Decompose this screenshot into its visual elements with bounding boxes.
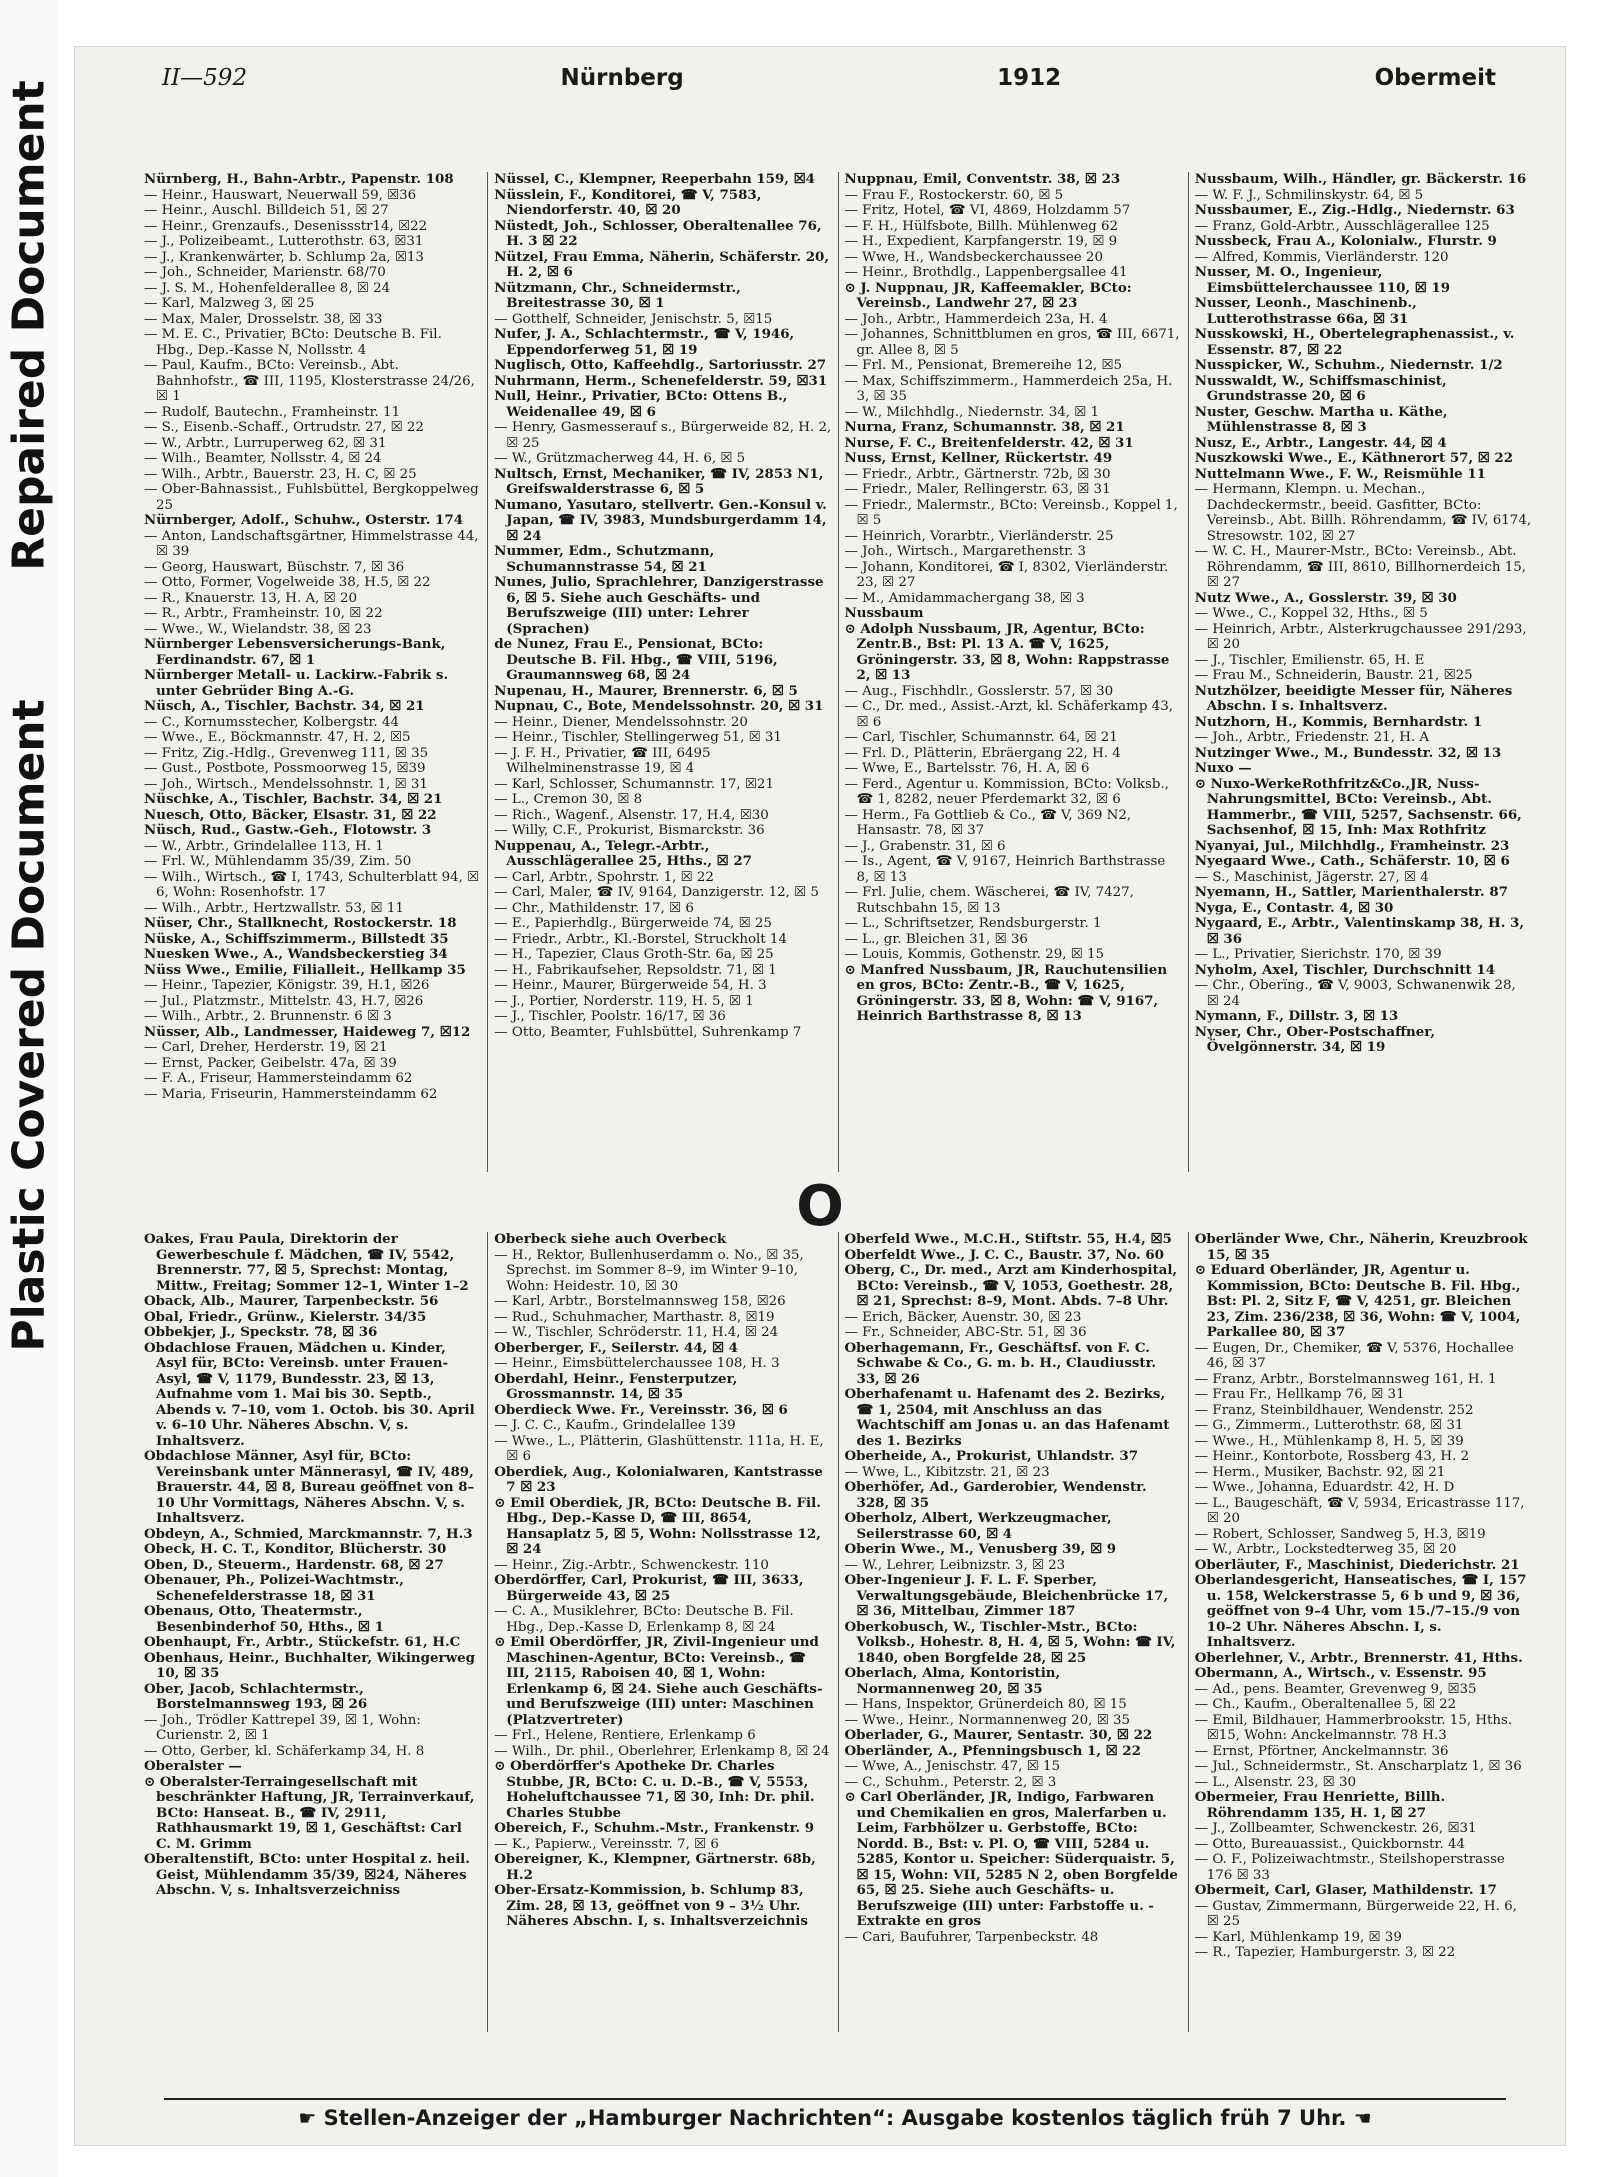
directory-entry: ⊙ Emil Oberdörffer, JR, Zivil-Ingenieur und Maschinen-Agentur, BCto: Vereinsb., ☎ III, 2115, Raboisen 40, ☒ 1, Wohn: Erlenkamp 6, ☒ 24. Siehe auch Geschäfts- und Berufszweige (III) unter: Maschinen (Platzvertreter) [494, 1634, 823, 1728]
directory-entry: Obereich, F., Schuhm.-Mstr., Frankenstr. 9 [494, 1820, 815, 1836]
directory-entry: Nyser, Chr., Ober-Postschaffner, Övelgönnerstr. 34, ☒ 19 [1194, 1023, 1436, 1055]
directory-entry: Oberdieck Wwe. Fr., Vereinsstr. 36, ☒ 6 [494, 1401, 788, 1418]
directory-entry: Null, Heinr., Privatier, BCto: Ottens B., Weidenallee 49, ☒ 6 [494, 388, 788, 420]
directory-entry: Numano, Yasutaro, stellvertr. Gen.-Konsul v. Japan, ☎ IV, 3983, Mundsburgerdamm 14, ☒ 24 [494, 496, 827, 544]
directory-entry: — Friedr., Arbtr., Gärtnerstr. 72b, ☒ 30 [844, 466, 1111, 482]
directory-entry: Nuszkowski Wwe., E., Käthnerort 57, ☒ 22 [1194, 450, 1514, 466]
directory-entry: Oberberger, F., Seilerstr. 44, ☒ 4 [494, 1339, 738, 1356]
directory-entry: Oberkobusch, W., Tischler-Mstr., BCto: Volksb., Hohestr. 8, H. 4, ☒ 5, Wohn: ☎ IV, 1840, oben Borgfelde 28, ☒ 25 [844, 1618, 1176, 1666]
directory-entry: Obermeier, Frau Henriette, Billh. Röhrendamm 135, H. 1, ☒ 27 [1194, 1789, 1446, 1821]
header-range: Obermeit [1374, 65, 1496, 91]
directory-entry: — Gotthelf, Schneider, Jenischstr. 5, ☒15 [494, 311, 773, 327]
directory-entry: Oberaltenstift, BCto: unter Hospital z. heil. Geist, Mühlendamm 35/39, ☒24, Näheres Abschn. V, s. Inhaltsverzeichniss [144, 1851, 470, 1898]
directory-entry: — Ernst, Pförtner, Anckelmannstr. 36 [1194, 1743, 1449, 1759]
directory-entry: Nutzhorn, H., Kommis, Bernhardstr. 1 [1194, 713, 1483, 730]
directory-entry: — H., Rektor, Bullenhuserdamm o. No., ☒ 35, Sprechst. im Sommer 8–9, im Winter 9–10, Wohn: Heidestr. 10, ☒ 30 [494, 1247, 804, 1294]
directory-entry: Nützmann, Chr., Schneidermstr., Breitestrasse 30, ☒ 1 [494, 279, 741, 311]
directory-entry: Nygaard, E., Arbtr., Valentinskamp 38, H. 3, ☒ 36 [1194, 915, 1525, 947]
directory-entry: — Rich., Wagenf., Alsenstr. 17, H.4, ☒30 [494, 807, 769, 823]
directory-entry: — Jul., Schneidermstr., St. Anscharplatz 1, ☒ 36 [1194, 1759, 1522, 1774]
directory-entry: — Ch., Kaufm., Oberaltenallee 5, ☒ 22 [1194, 1697, 1457, 1712]
directory-entry: — Fritz, Zig.-Hdlg., Grevenweg 111, ☒ 35 [144, 745, 429, 761]
directory-entry: Nussbeck, Frau A., Kolonialw., Flurstr. 9 [1194, 233, 1497, 249]
directory-entry: — Friedr., Maler, Rellingerstr. 63, ☒ 31 [844, 482, 1111, 497]
pointing-hand-icon: ☚ [1353, 2106, 1372, 2130]
directory-entry: — Karl, Malzweg 3, ☒ 25 [144, 296, 315, 311]
directory-entry: — Jul., Platzmstr., Mittelstr. 43, H.7, ☒26 [144, 993, 424, 1009]
directory-entry: Nussbaum [844, 605, 924, 621]
directory-entry: — Joh., Arbtr., Friedenstr. 21, H. A [1194, 730, 1430, 745]
directory-entry: — Frl. W., Mühlendamm 35/39, Zim. 50 [144, 854, 412, 869]
column [1189, 1232, 1538, 2032]
directory-entry: Nurse, F. C., Breitenfelderstr. 42, ☒ 31 [844, 434, 1134, 451]
directory-entry: — Heinr., Eimsbüttelerchaussee 108, H. 3 [494, 1356, 780, 1371]
directory-entry: — Ober-Bahnassist., Fuhlsbüttel, Bergkoppelweg 25 [144, 482, 479, 513]
directory-entry: de Nunez, Frau E., Pensionat, BCto: Deutsche B. Fil. Hbg., ☎ VIII, 5196, Graumannsweg 68, ☒ 24 [494, 636, 778, 683]
directory-entry: Oberin Wwe., M., Venusberg 39, ☒ 9 [844, 1541, 1117, 1557]
directory-entry: Oben, D., Steuerm., Hardenstr. 68, ☒ 27 [144, 1556, 444, 1573]
directory-entry: — F. H., Hülfsbote, Billh. Mühlenweg 62 [844, 218, 1119, 234]
directory-entry: — Wwe., Heinr., Normannenweg 20, ☒ 35 [844, 1712, 1130, 1728]
directory-entry: — W., Arbtr., Grindelallee 113, H. 1 [144, 838, 384, 854]
directory-entry: — Otto, Gerber, kl. Schäferkamp 34, H. 8 [144, 1743, 425, 1759]
directory-entry: — Ad., pens. Beamter, Grevenweg 9, ☒35 [1194, 1681, 1477, 1697]
header-city: Nürnberg [560, 65, 684, 91]
directory-entry: Nummer, Edm., Schutzmann, Schumannstrasse 54, ☒ 21 [494, 543, 715, 575]
directory-entry: — Carl, Tischler, Schumannstr. 64, ☒ 21 [844, 730, 1118, 745]
directory-entry: — Carl, Arbtr., Spohrstr. 1, ☒ 22 [494, 869, 714, 885]
directory-entry: Oberg, C., Dr. med., Arzt am Kinderhospital, BCto: Vereinsb., ☎ V, 1053, Goethestr. 28, ☒ 21, Sprechst: 8–9, Mont. Abds. 7–8 Uhr. [844, 1262, 1178, 1309]
directory-entry: Oberalster — [144, 1758, 242, 1774]
directory-entry: — Fr., Schneider, ABC-Str. 51, ☒ 36 [844, 1325, 1087, 1340]
directory-entry: — Franz, Steinbildhauer, Wendenstr. 252 [1194, 1402, 1474, 1418]
directory-entry: Nuesch, Otto, Bäcker, Elsastr. 31, ☒ 22 [144, 806, 437, 823]
directory-entry: ⊙ Eduard Oberländer, JR, Agentur u. Kommission, BCto: Deutsche B. Fil. Hbg., Bst: Pl. 2, Sitz F, ☎ V, 4251, gr. Bleichen 23, Zim. 236/238, ☒ 36, Wohn: ☎ V, 1004, Parkallee 80, ☒ 37 [1194, 1262, 1521, 1340]
directory-entry: Nunes, Julio, Sprachlehrer, Danzigerstrasse 6, ☒ 5. Siehe auch Geschäfts- und Berufszweige (III) unter: Lehrer (Sprachen) [494, 574, 824, 637]
directory-entry: Obdachlose Frauen, Mädchen u. Kinder, Asyl für, BCto: Vereinsb. unter Frauen-Asyl, ☎ V, 1179, Bundesstr. 23, ☒ 13, Aufnahme vom 1. Mai bis 30. Septb., Abends v. 7–10, vom 1. Octob. bis 30. April v. 6–10 Uhr. Näheres Abschn. V, s. Inhaltsverz. [144, 1339, 475, 1449]
directory-entry: Nuhrmann, Herm., Schenefelderstr. 59, ☒31 [494, 372, 828, 389]
directory-entry: — L., gr. Bleichen 31, ☒ 36 [844, 931, 1028, 947]
directory-entry: Nüschke, A., Tischler, Bachstr. 34, ☒ 21 [144, 791, 443, 807]
directory-entry: Nüssel, C., Klempner, Reeperbahn 159, ☒4 [494, 172, 815, 187]
directory-entry: Obereigner, K., Klempner, Gärtnerstr. 68b, H.2 [494, 1851, 816, 1883]
directory-entry: — Frl. M., Pensionat, Bremereihe 12, ☒5 [844, 358, 1123, 373]
directory-entry: — S., Maschinist, Jägerstr. 27, ☒ 4 [1194, 869, 1429, 885]
directory-entry: — L., Schriftsetzer, Rendsburgerstr. 1 [844, 916, 1102, 931]
directory-entry: Oberheide, A., Prokurist, Uhlandstr. 37 [844, 1448, 1139, 1464]
directory-entry: — Heinr., Zig.-Arbtr., Schwenckestr. 110 [494, 1557, 769, 1573]
directory-entry: Nyemann, H., Sattler, Marienthalerstr. 87 [1194, 884, 1508, 900]
directory-entry: Obal, Friedr., Grünw., Kielerstr. 34/35 [144, 1308, 427, 1325]
directory-entry: Oberlader, G., Maurer, Sentastr. 30, ☒ 22 [844, 1727, 1153, 1743]
directory-entry: ⊙ Carl Oberländer, JR, Indigo, Farbwaren und Chemikalien en gros, Malerfarben u. Leim, Farbhölzer u. Gerbstoffe, BCto: Nordd. B., Bst: v. Pl. O, ☎ VIII, 5284 u. 5285, Kontor u. Speicher: Süderquaistr. 5, ☒ 15, Wohn: VII, 5285 N 2, oben Borgfelde 65, ☒ 25. Siehe auch Geschäfts- u. Berufszweige (III) unter: Farbstoffe u. -Extrakte en gros [844, 1789, 1178, 1929]
column [138, 172, 488, 1172]
directory-entry: — Eugen, Dr., Chemiker, ☎ V, 5376, Hochallee 46, ☒ 37 [1194, 1340, 1514, 1371]
directory-entry: — Rudolf, Bautechn., Framheinstr. 11 [144, 404, 401, 420]
directory-entry: — Otto, Bureauassist., Quickbornstr. 44 [1194, 1836, 1466, 1852]
directory-entry: — L., Cremon 30, ☒ 8 [494, 792, 643, 807]
directory-entry: — J., Krankenwärter, b. Schlump 2a, ☒13 [144, 249, 424, 265]
directory-entry: ⊙ J. Nuppnau, JR, Kaffeemakler, BCto: Vereinsb., Landwehr 27, ☒ 23 [844, 279, 1132, 311]
directory-entry: — Joh., Schneider, Marienstr. 68/70 [144, 265, 386, 280]
directory-entry: — Karl, Arbtr., Borstelmannsweg 158, ☒26 [494, 1294, 786, 1309]
directory-entry: — Robert, Schlosser, Sandweg 5, H.3, ☒19 [1194, 1526, 1486, 1542]
directory-entry: — G., Zimmerm., Lutterothstr. 68, ☒ 31 [1194, 1418, 1464, 1433]
directory-entry: — Joh., Arbtr., Hammerdeich 23a, H. 4 [844, 311, 1108, 327]
directory-entry: — Frl. Julie, chem. Wäscherei, ☎ IV, 7427, Rutschbahn 15, ☒ 13 [844, 885, 1134, 916]
side-label-repaired: Repaired Document [3, 80, 55, 571]
directory-entry: — Wwe., W., Wielandstr. 38, ☒ 23 [144, 621, 372, 637]
directory-entry: — Johannes, Schnittblumen en gros, ☎ III, 6671, gr. Allee 8, ☒ 5 [844, 327, 1180, 358]
directory-entry: — S., Eisenb.-Schaff., Ortrudstr. 27, ☒ 22 [144, 420, 424, 435]
directory-entry: — Heinr., Auschl. Billdeich 51, ☒ 27 [144, 203, 389, 218]
directory-entry: — Chr., Oberïng., ☎ V, 9003, Schwanenwik 28, ☒ 24 [1194, 978, 1516, 1009]
directory-entry: — C. A., Musiklehrer, BCto: Deutsche B. Fil. Hbg., Dep.-Kasse D, Erlenkamp 8, ☒ 24 [494, 1604, 794, 1635]
directory-entry: — Hermann, Klempn. u. Mechan., Dachdeckermstr., beeid. Gasfitter, BCto: Vereinsb., Abt. Billh. Röhrendamm, ☎ IV, 6174, Stresowstr. 102, ☒ 27 [1194, 482, 1532, 544]
directory-entry: — Wwe, E., Bartelsstr. 76, H. A, ☒ 6 [844, 761, 1090, 776]
directory-entry: Nyholm, Axel, Tischler, Durchschnitt 14 [1194, 961, 1496, 978]
directory-entry: — Heinr., Diener, Mendelssohnstr. 20 [494, 714, 748, 730]
directory-entry: Obdeyn, A., Schmied, Marckmannstr. 7, H.3 [144, 1525, 473, 1542]
directory-entry: — J., Tischler, Emilienstr. 65, H. E [1194, 652, 1425, 668]
directory-entry: Nürnberger, Adolf., Schuhw., Osterstr. 174 [144, 512, 464, 528]
directory-entry: ⊙ Nuxo-WerkeRothfritz&Co.,JR, Nuss-Nahrungsmittel, BCto: Vereinsb., Abt. Hammerbr., ☎ VIII, 5257, Sachsenstr. 66, Sachsenhof, ☒ 15, Inh: Max Rothfritz [1194, 775, 1522, 838]
directory-entry: — M., Amidammacheгgang 38, ☒ 3 [844, 590, 1085, 606]
directory-entry: Ober, Jacob, Schlachtermstr., Borstelmannsweg 193, ☒ 26 [144, 1680, 368, 1712]
directory-entry: — J., Portier, Norderstr. 119, H. 5, ☒ 1 [494, 993, 754, 1009]
directory-entry: — Alfred, Kommis, Vierländerstr. 120 [1194, 249, 1449, 265]
directory-entry: Oback, Alb., Maurer, Tarpenbeckstr. 56 [144, 1293, 439, 1309]
directory-entry: Obdachlose Männer, Asyl für, BCto: Vereinsbank unter Männerasyl, ☎ IV, 489, Brauerstr. 44, ☒ 8, Bureau geöffnet von 8–10 Uhr Vormittags, Näheres Abschn. V, s. Inhaltsverz. [144, 1448, 475, 1526]
directory-entry: Nüser, Chr., Stallknecht, Rostockerstr. 18 [144, 915, 457, 931]
directory-entry: — C., Schuhm., Peterstr. 2, ☒ 3 [844, 1774, 1057, 1790]
directory-entry: — W., Arbtr., Lockstedterweg 35, ☒ 20 [1194, 1542, 1457, 1557]
footer-text: Stellen-Anzeiger der „Hamburger Nachrichten“: Ausgabe kostenlos täglich früh 7 Uhr. [323, 2106, 1347, 2130]
directory-entry: Oberdahl, Heinr., Fensterputzer, Grossmannstr. 14, ☒ 35 [494, 1370, 738, 1402]
directory-entry: — Johann, Konditorei, ☎ I, 8302, Vierländerstr. 23, ☒ 27 [844, 559, 1169, 590]
directory-entry: Nuglisch, Otto, Kaffeehdlg., Sartoriusstr. 27 [494, 357, 827, 373]
directory-entry: — Heinrich, Vorarbtr., Vierländerstr. 25 [844, 528, 1114, 544]
directory-entry: — L., Privatier, Sierichstr. 170, ☒ 39 [1194, 947, 1442, 962]
directory-entry: — O. F., Polizeiwachtmstr., Steilshoperstrasse 176 ☒ 33 [1194, 1852, 1505, 1883]
directory-entry: Nupenau, H., Maurer, Brennerstr. 6, ☒ 5 [494, 682, 798, 699]
directory-entry: Nusspicker, W., Schuhm., Niedernstr. 1/2 [1194, 357, 1503, 373]
directory-entry: Nultsch, Ernst, Mechaniker, ☎ IV, 2853 N1, Greifswalderstrasse 6, ☒ 5 [494, 465, 824, 497]
directory-entry: Oberländer, A., Pfenningsbusch 1, ☒ 22 [844, 1742, 1141, 1759]
directory-entry: Nuppenau, A., Telegr.-Arbtr., Ausschlägerallee 25, Hths., ☒ 27 [494, 837, 752, 869]
directory-entry: Nüsslein, F., Konditorei, ☎ V, 7583, Niendorferstr. 40, ☒ 20 [494, 186, 762, 218]
directory-entry: Obermann, A., Wirtsch., v. Essenstr. 95 [1194, 1665, 1487, 1681]
directory-entry: Nyanyai, Jul., Milchhdlg., Framheinstr. 23 [1194, 837, 1510, 854]
directory-entry: — Max, Schiffszimmerm., Hammerdeich 25a, H. 3, ☒ 35 [844, 373, 1173, 404]
directory-entry: — Gust., Postbote, Possmoorweg 15, ☒39 [144, 761, 426, 776]
directory-entry: Nüsser, Alb., Landmesser, Haideweg 7, ☒12 [144, 1023, 471, 1040]
directory-entry: — Herm., Fa Gottlieb & Co., ☎ V, 369 N2, Hansastr. 78, ☒ 37 [844, 807, 1132, 838]
directory-entry: — Heinr., Grenzaufs., Desenissstr14, ☒22 [144, 218, 428, 234]
directory-entry: Nüss Wwe., Emilie, Filialleit., Hellkamp 35 [144, 961, 466, 978]
directory-entry: — J. C. C., Kaufm., Grindelallee 139 [494, 1418, 736, 1433]
directory-entry: — R., Knauerstr. 13, H. A, ☒ 20 [144, 590, 357, 606]
directory-entry: — Franz, Arbtr., Borstelmannsweg 161, H. 1 [1194, 1371, 1497, 1387]
pointing-hand-icon: ☛ [298, 2106, 317, 2130]
page-footer [164, 2098, 1506, 2130]
column [1189, 172, 1538, 1172]
directory-entry: Oberhagemann, Fr., Geschäftsf. von F. C. Schwabe & Co., G. m. b. H., Claudiusstr. 33, ☒ 26 [844, 1339, 1157, 1387]
directory-entry: Obbekjer, J., Speckstr. 78, ☒ 36 [144, 1324, 378, 1340]
directory-entry: — Heinr., Tapezier, Königstr. 39, H.1, ☒26 [144, 978, 430, 993]
directory-entry: — Carl, Dreher, Herderstr. 19, ☒ 21 [144, 1040, 388, 1055]
directory-entry: — Maria, Friseurin, Hammersteindamm 62 [144, 1086, 438, 1102]
directory-entry: — Wilh., Arbtr., 2. Brunnenstr. 6 ☒ 3 [144, 1009, 392, 1024]
directory-entry: Oberlach, Alma, Kontoristin, Normannenweg 20, ☒ 35 [844, 1665, 1061, 1697]
directory-entry: Oberholz, Albert, Werkzeugmacher, Seilerstrasse 60, ☒ 4 [844, 1510, 1112, 1542]
directory-entry: — J., Grabenstr. 31, ☒ 6 [844, 838, 1006, 854]
directory-entry: Nützel, Frau Emma, Näherin, Schäferstr. 20, H. 2, ☒ 6 [494, 248, 830, 280]
directory-entry: — Rud., Schuhmacher, Marthastr. 8, ☒19 [494, 1309, 775, 1325]
directory-entry: Oberläuter, F., Maschinist, Diederichstr. 21 [1194, 1556, 1520, 1573]
directory-entry: Obenhaus, Heinr., Buchhalter, Wikingerweg 10, ☒ 35 [144, 1649, 475, 1681]
directory-entry: — Frl. D., Plätterin, Ebräergang 22, H. 4 [844, 745, 1121, 761]
column [488, 1232, 838, 2032]
directory-entry: Nymann, F., Dillstr. 3, ☒ 13 [1194, 1008, 1399, 1024]
directory-entry: Nuttelmann Wwe., F. W., Reismühle 11 [1194, 465, 1486, 482]
directory-entry: — Fritz, Hotel, ☎ VI, 4869, Holzdamm 57 [844, 203, 1131, 218]
page-header [162, 54, 1496, 102]
directory-entry: Nuss, Ernst, Kellner, Rückertstr. 49 [844, 450, 1113, 466]
directory-entry: ⊙ Emil Oberdiek, JR, BCto: Deutsche B. Fil. Hbg., Dep.-Kasse D, ☎ III, 8654, Hansaplatz 5, ☒ 5, Wohn: Nollsstrasse 12, ☒ 24 [494, 1494, 821, 1557]
directory-entry: — Ferd., Agentur u. Kommission, BCto: Volksb., ☎ 1, 8282, neuer Pferdemarkt 32, ☒ 6 [844, 776, 1169, 807]
directory-entry: — Frau Fr., Hellkamp 76, ☒ 31 [1194, 1387, 1405, 1402]
directory-entry: Nufer, J. A., Schlachtermstr., ☎ V, 1946, Eppendorferweg 51, ☒ 19 [494, 326, 795, 358]
directory-entry: — C., Dr. med., Assist.-Arzt, kl. Schäferkamp 43, ☒ 6 [844, 699, 1173, 730]
directory-entry: Oberlehner, V., Arbtr., Brennerstr. 41, Hths. [1194, 1649, 1523, 1666]
directory-entry: — L., Baugeschäft, ☎ V, 5934, Ericastrasse 117, ☒ 20 [1194, 1495, 1525, 1526]
directory-entry: — J. F. H., Privatier, ☎ III, 6495 Wilhelminenstrasse 19, ☒ 4 [494, 745, 711, 776]
directory-entry: Nürnberger Metall- u. Lackirw.-Fabrik s. unter Gebrüder Bing A.-G. [144, 667, 449, 699]
page-number: II—592 [162, 65, 248, 91]
directory-entry: — Frl., Helene, Rentiere, Erlenkamp 6 [494, 1728, 756, 1743]
directory-entry: Nürnberger Lebensversicherungs-Bank, Ferdinandstr. 67, ☒ 1 [144, 636, 446, 668]
directory-entry: — Wwe., E., Böckmannstr. 47, H. 2, ☒5 [144, 730, 411, 745]
directory-entry: — Wilh., Arbtr., Bauerstr. 23, H. C, ☒ 25 [144, 466, 417, 482]
directory-entry: Nutz Wwe., A., Gosslerstr. 39, ☒ 30 [1194, 589, 1457, 606]
directory-entry: Obenaus, Otto, Theatermstr., Besenbinderhof 50, Hths., ☒ 1 [144, 1603, 384, 1635]
directory-entry: Nutzinger Wwe., M., Bundesstr. 32, ☒ 13 [1194, 744, 1502, 761]
directory-entry: — Heinr., Tischler, Stellingerweg 51, ☒ 31 [494, 730, 782, 745]
directory-entry: Nusser, Leonh., Maschinenb., Lutterothstrasse 66a, ☒ 31 [1194, 295, 1417, 327]
directory-entry: Nuppnau, Emil, Conventstr. 38, ☒ 23 [844, 172, 1121, 187]
directory-entry: Oakes, Frau Paula, Direktorin der Gewerbeschule f. Mädchen, ☎ IV, 5542, Brennerstr. 77, ☒ 5, Sprechst: Montag, Mittw., Freitag; Sommer 12–1, Winter 1–2 [144, 1232, 469, 1294]
directory-entry: — Wilh., Beamter, Nollsstr. 4, ☒ 24 [144, 451, 382, 466]
directory-entry: — Friedr., Malermstr., BCto: Vereinsb., Koppel 1, ☒ 5 [844, 497, 1178, 528]
section-letter: O [796, 1174, 844, 1239]
directory-entry: — Herm., Musiker, Bachstr. 92, ☒ 21 [1194, 1464, 1446, 1480]
directory-entry: Nuesken Wwe., A., Wandsbeckerstieg 34 [144, 946, 448, 962]
directory-entry: Oberdiek, Aug., Kolonialwaren, Kantstrasse 7 ☒ 23 [494, 1463, 823, 1495]
directory-entry: — Hans, Inspektor, Grünerdeich 80, ☒ 15 [844, 1697, 1127, 1712]
directory-entry: — J., Polizeibeamt., Lutterothstr. 63, ☒31 [144, 234, 424, 249]
directory-entry: Nusz, E., Arbtr., Langestr. 44, ☒ 4 [1194, 434, 1447, 451]
directory-entry: Nusser, M. O., Ingenieur, Eimsbüttelerchaussee 110, ☒ 19 [1194, 264, 1451, 296]
directory-entry: — E., Papierhdlg., Bürgerweide 74, ☒ 25 [494, 916, 772, 931]
directory-entry: Ober-Ersatz-Kommission, b. Schlump 83, Zim. 28, ☒ 13, geöffnet von 9 – 3½ Uhr. Näheres Abschn. I, s. Inhaltsverzeichnis [494, 1882, 808, 1929]
directory-entry: Nüsch, Rud., Gastw.-Geh., Flotowstr. 3 [144, 822, 432, 838]
directory-entry: — Otto, Former, Vogelweide 38, H.5, ☒ 22 [144, 575, 431, 590]
directory-entry: — W. F. J., Schmilinskystr. 64, ☒ 5 [1194, 187, 1424, 203]
directory-entry: — Paul, Kaufm., BCto: Vereinsb., Abt. Bahnhofstr., ☎ III, 1195, Klosterstrasse 24/26, ☒ 1 [144, 358, 475, 404]
directory-entry: Oberbeck siehe auch Overbeck [494, 1232, 727, 1247]
directory-entry: Ober-Ingenieur J. F. L. F. Sperber, Verwaltungsgebäude, Bleichenbrücke 17, ☒ 36, Mittelbau, Zimmer 187 [844, 1572, 1169, 1619]
directory-entry: Oberlandesgericht, Hanseatisches, ☎ I, 157 u. 158, Welckerstrasse 5, 6 b und 9, ☒ 36, geöffnet von 9–4 Uhr, vom 15./7–15./9 von 10–2 Uhr. Näheres Abschn. I, s. Inhaltsverz. [1194, 1572, 1527, 1650]
directory-entry: Nyegaard Wwe., Cath., Schäferstr. 10, ☒ 6 [1194, 853, 1510, 869]
directory-entry: — Anton, Landschaftsgärtner, Himmelstrasse 44, ☒ 39 [144, 528, 479, 559]
directory-entry: — Friedr., Arbtr., Kl.-Borstel, Struckholt 14 [494, 931, 787, 947]
directory-entry: — C., Kornumsstecher, Kolbergstr. 44 [144, 714, 399, 730]
directory-entry: Oberhafenamt u. Hafenamt des 2. Bezirks, ☎ 1, 2504, mit Anschluss an das Wachtschiff am Jonas u. an das Hafenamt des 1. Bezirks [844, 1386, 1170, 1449]
directory-entry: — W., Milchhdlg., Niedernstr. 34, ☒ 1 [844, 404, 1100, 420]
directory-entry: Nussbaumer, E., Zig.-Hdlg., Niedernstr. 63 [1194, 202, 1515, 218]
directory-entry: — L., Alsenstr. 23, ☒ 30 [1194, 1774, 1356, 1790]
directory-entry: — Is., Agent, ☎ V, 9167, Heinrich Barthstrasse 8, ☒ 13 [844, 854, 1166, 885]
directory-entry: — W., Tischler, Schröderstr. 11, H.4, ☒ 24 [494, 1325, 779, 1340]
directory-entry: — Erich, Bäcker, Auenstr. 30, ☒ 23 [844, 1309, 1082, 1325]
directory-entry: — Aug., Fischhdlr., Gosslerstr. 57, ☒ 30 [844, 683, 1114, 699]
column [138, 1232, 488, 2032]
directory-entry: — Heinr., Brothdlg., Lappenbergsallee 41 [844, 265, 1128, 280]
directory-entry: Oberfeldt Wwe., J. C. C., Baustr. 37, No. 60 [844, 1246, 1164, 1263]
directory-entry: — Wilh., Wirtsch., ☎ I, 1743, Schulterblatt 94, ☒ 6, Wohn: Rosenhofstr. 17 [144, 869, 480, 900]
directory-entry: — Heinr., Maurer, Bürgerweide 54, H. 3 [494, 978, 767, 993]
directory-entry: — Wwe., Johanna, Eduardstr. 42, H. D [1194, 1480, 1455, 1495]
directory-entry: — Max, Maler, Drosselstr. 38, ☒ 33 [144, 311, 383, 327]
directory-entry: Obenauer, Ph., Polizei-Wachtmstr., Schenefelderstrasse 18, ☒ 31 [144, 1572, 404, 1604]
directory-entry: Nusskowski, H., Obertelegraphenassist., v. Essenstr. 87, ☒ 22 [1194, 326, 1515, 358]
left-margin-strip [0, 0, 58, 2177]
directory-entry: — Gustav, Zimmermann, Bürgerweide 22, H. 6, ☒ 25 [1194, 1898, 1517, 1929]
directory-entry: — W., Grützmacherweg 44, H. 6, ☒ 5 [494, 451, 746, 466]
directory-entry: — H., Tapezier, Claus Groth-Str. 6a, ☒ 25 [494, 947, 774, 962]
directory-entry: — Willy, C.F., Prokurist, Bismarckstr. 36 [494, 823, 765, 838]
header-year: 1912 [997, 65, 1062, 91]
directory-entry: — Wilh., Dr. phil., Oberlehrer, Erlenkamp 8, ☒ 24 [494, 1743, 830, 1759]
directory-entry: — Karl, Schlosser, Schumannstr. 17, ☒21 [494, 776, 774, 792]
directory-entry: — Cari, Baufuhrer, Tarpenbeckstr. 48 [844, 1929, 1099, 1945]
directory-entry: — Joh., Wirtsch., Mendelssohnstr. 1, ☒ 31 [144, 776, 428, 792]
directory-entry: — Karl, Mühlenkamp 19, ☒ 39 [1194, 1929, 1402, 1945]
directory-entry: — Franz, Gold-Arbtr., Ausschlägerallee 125 [1194, 218, 1490, 234]
directory-entry: Nussbaum, Wilh., Händler, gr. Bäckerstr. 16 [1194, 172, 1527, 187]
directory-entry: ⊙ Oberdörffer's Apotheke Dr. Charles Stubbe, JR, BCto: C. u. D.-B., ☎ V, 5553, Hoheluftchaussee 71, ☒ 30, Inh: Dr. phil. Charles Stubbe [494, 1758, 815, 1821]
directory-entry: — R., Tapezier, Hamburgerstr. 3, ☒ 22 [1194, 1945, 1456, 1960]
column [839, 172, 1189, 1172]
directory-entry: — F. A., Friseur, Hammersteindamm 62 [144, 1071, 413, 1086]
directory-entry: — Georg, Hauswart, Büschstr. 7, ☒ 36 [144, 559, 405, 575]
directory-entry: — Joh., Trödler Kattrepel 39, ☒ 1, Wohn: Curienstr. 2, ☒ 1 [144, 1712, 421, 1743]
directory-entry: Nupnau, C., Bote, Mendelssohnstr. 20, ☒ 31 [494, 698, 824, 714]
directory-entry: — Ernst, Packer, Geibelstr. 47a, ☒ 39 [144, 1055, 397, 1071]
directory-entry: Nutzhölzer, beeidigte Messer für, Näheres Abschn. I s. Inhaltsverz. [1194, 682, 1513, 714]
directory-entry: — J. S. M., Hohenfelderallee 8, ☒ 24 [144, 280, 391, 296]
directory-entry: — M. E. C., Privatier, BCto: Deutsche B. Fil. Hbg., Dep.-Kasse N, Nollsstr. 4 [144, 327, 442, 358]
directory-entry: — Heinrich, Arbtr., Alsterkrugchaussee 291/293, ☒ 20 [1194, 621, 1527, 652]
directory-entry: — Heinr., Hauswart, Neuerwall 59, ☒36 [144, 187, 417, 203]
directory-entry: — R., Arbtr., Framheinstr. 10, ☒ 22 [144, 606, 383, 621]
side-label-plastic: Plastic Covered Document [3, 699, 55, 1352]
directory-entry: — Wwe, L., Kibitzstr. 21, ☒ 23 [844, 1464, 1050, 1480]
directory-entry: — Wwe., C., Koppel 32, Hths., ☒ 5 [1194, 606, 1428, 621]
directory-entry: Obermeit, Carl, Glaser, Mathildenstr. 17 [1194, 1882, 1497, 1898]
directory-entry: — W., Arbtr., Lurruperweg 62, ☒ 31 [144, 435, 387, 451]
directory-entry: ⊙ Oberalster-Terraingesellschaft mit beschränkter Haftung, JR, Terrainverkauf, BCto: Hanseat. B., ☎ IV, 2911, Rathhausmarkt 19, ☒ 1, Geschäftst: Carl C. M. Grimm [144, 1773, 475, 1852]
directory-entry: Nusswaldt, W., Schiffsmaschinist, Grundstrasse 20, ☒ 6 [1194, 372, 1447, 404]
directory-entry: — Frau F., Rostockerstr. 60, ☒ 5 [844, 187, 1064, 203]
directory-entry: — Wwe, A., Jenischstr. 47, ☒ 15 [844, 1759, 1060, 1774]
directory-entry: — Otto, Beamter, Fuhlsbüttel, Suhrenkamp 7 [494, 1024, 802, 1040]
directory-entry: Nüsch, A., Tischler, Bachstr. 34, ☒ 21 [144, 698, 425, 714]
directory-entry: — H., Fabrikaufseher, Repsoldstr. 71, ☒ 1 [494, 962, 777, 978]
directory-entry: Nüske, A., Schiffszimmerm., Billstedt 35 [144, 930, 449, 947]
directory-entry: — Wwe., L., Plätterin, Glashüttenstr. 111a, H. E, ☒ 6 [494, 1433, 824, 1464]
directory-entry: — Frau M., Schneiderin, Baustr. 21, ☒25 [1194, 668, 1473, 683]
directory-entry: — Henry, Gasmesserauf s., Bürgerweide 82, H. 2, ☒ 25 [494, 420, 832, 451]
column [839, 1232, 1189, 2032]
directory-entry: — W. C. H., Maurer-Mstr., BCto: Vereinsb., Abt. Röhrendamm, ☎ III, 8610, Billhornerdeich 15, ☒ 27 [1194, 544, 1527, 590]
directory-entry: Nurna, Franz, Schumannstr. 38, ☒ 21 [844, 419, 1125, 435]
directory-entry: Obeck, H. C. T., Konditor, Blücherstr. 30 [144, 1541, 447, 1557]
directory-entry: — H., Expedient, Karpfangerstr. 19, ☒ 9 [844, 234, 1118, 249]
directory-entry: — Heinr., Kontorbote, Rossberg 43, H. 2 [1194, 1449, 1470, 1464]
directory-entry: Nyga, E., Contastr. 4, ☒ 30 [1194, 899, 1394, 916]
directory-entry: ⊙ Manfred Nussbaum, JR, Rauchutensilien en gros, BCto: Zentr.-B., ☎ V, 1625, Gröningerstr. 33, ☒ 8, Wohn: ☎ V, 9167, Heinrich Barthstrasse 8, ☒ 13 [844, 961, 1168, 1024]
directory-entry: — K., Papierw., Vereinsstr. 7, ☒ 6 [494, 1836, 719, 1852]
directory-entry: — Wwe., H., Mühlenkamp 8, H. 5, ☒ 39 [1194, 1433, 1464, 1449]
directory-entry: Nürnberg, H., Bahn-Arbtr., Papenstr. 108 [144, 172, 454, 187]
directory-entry: Oberländer Wwe, Chr., Näherin, Kreuzbrook 15, ☒ 35 [1194, 1232, 1528, 1263]
directory-entry: Nuxo — [1194, 760, 1252, 776]
directory-entry: — J., Zollbeamter, Schwenckestr. 26, ☒31 [1194, 1821, 1477, 1836]
directory-page [74, 46, 1566, 2146]
directory-entry: — Louis, Kommis, Gothenstr. 29, ☒ 15 [844, 947, 1105, 962]
directory-entry: Nuster, Geschw. Martha u. Käthe, Mühlenstrasse 8, ☒ 3 [1194, 403, 1448, 435]
directory-entry: Oberdörffer, Carl, Prokurist, ☎ III, 3633, Bürgerweide 43, ☒ 25 [494, 1572, 804, 1604]
directory-entry: — Wilh., Arbtr., Hertzwallstr. 53, ☒ 11 [144, 900, 404, 916]
directory-entry: Oberfeld Wwe., M.C.H., Stiftstr. 55, H.4, ☒5 [844, 1232, 1172, 1247]
directory-entry: — Carl, Maler, ☎ IV, 9164, Danzigerstr. 12, ☒ 5 [494, 885, 819, 900]
directory-entry: Oberhöfer, Ad., Garderobier, Wendenstr. 328, ☒ 35 [844, 1479, 1147, 1511]
bottom-columns [138, 1232, 1538, 2032]
directory-entry: — Chr., Mathildenstr. 17, ☒ 6 [494, 900, 694, 916]
directory-entry: ⊙ Adolph Nussbaum, JR, Agentur, BCto: Zentr.B., Bst: Pl. 13 A. ☎ V, 1625, Gröningerstr. 33, ☒ 8, Wohn: Rappstrasse 2, ☒ 13 [844, 620, 1170, 683]
directory-entry: — J., Tischler, Poolstr. 16/17, ☒ 36 [494, 1009, 726, 1024]
directory-entry: — W., Lehrer, Leibnizstr. 3, ☒ 23 [844, 1557, 1066, 1573]
directory-entry: — Emil, Bildhauer, Hammerbrookstr. 15, Hths. ☒15, Wohn: Anckelmannstr. 78 H.3 [1194, 1712, 1513, 1743]
directory-entry: — Joh., Wirtsch., Margarethenstr. 3 [844, 544, 1087, 559]
directory-entry: — Wwe, H., Wandsbeckerchaussee 20 [844, 249, 1103, 265]
directory-entry: Nüstedt, Joh., Schlosser, Oberaltenallee 76, H. 3 ☒ 22 [494, 217, 822, 249]
column [488, 172, 838, 1172]
directory-entry: Obenhaupt, Fr., Arbtr., Stückefstr. 61, H.C [144, 1634, 461, 1650]
top-columns [138, 172, 1538, 1172]
